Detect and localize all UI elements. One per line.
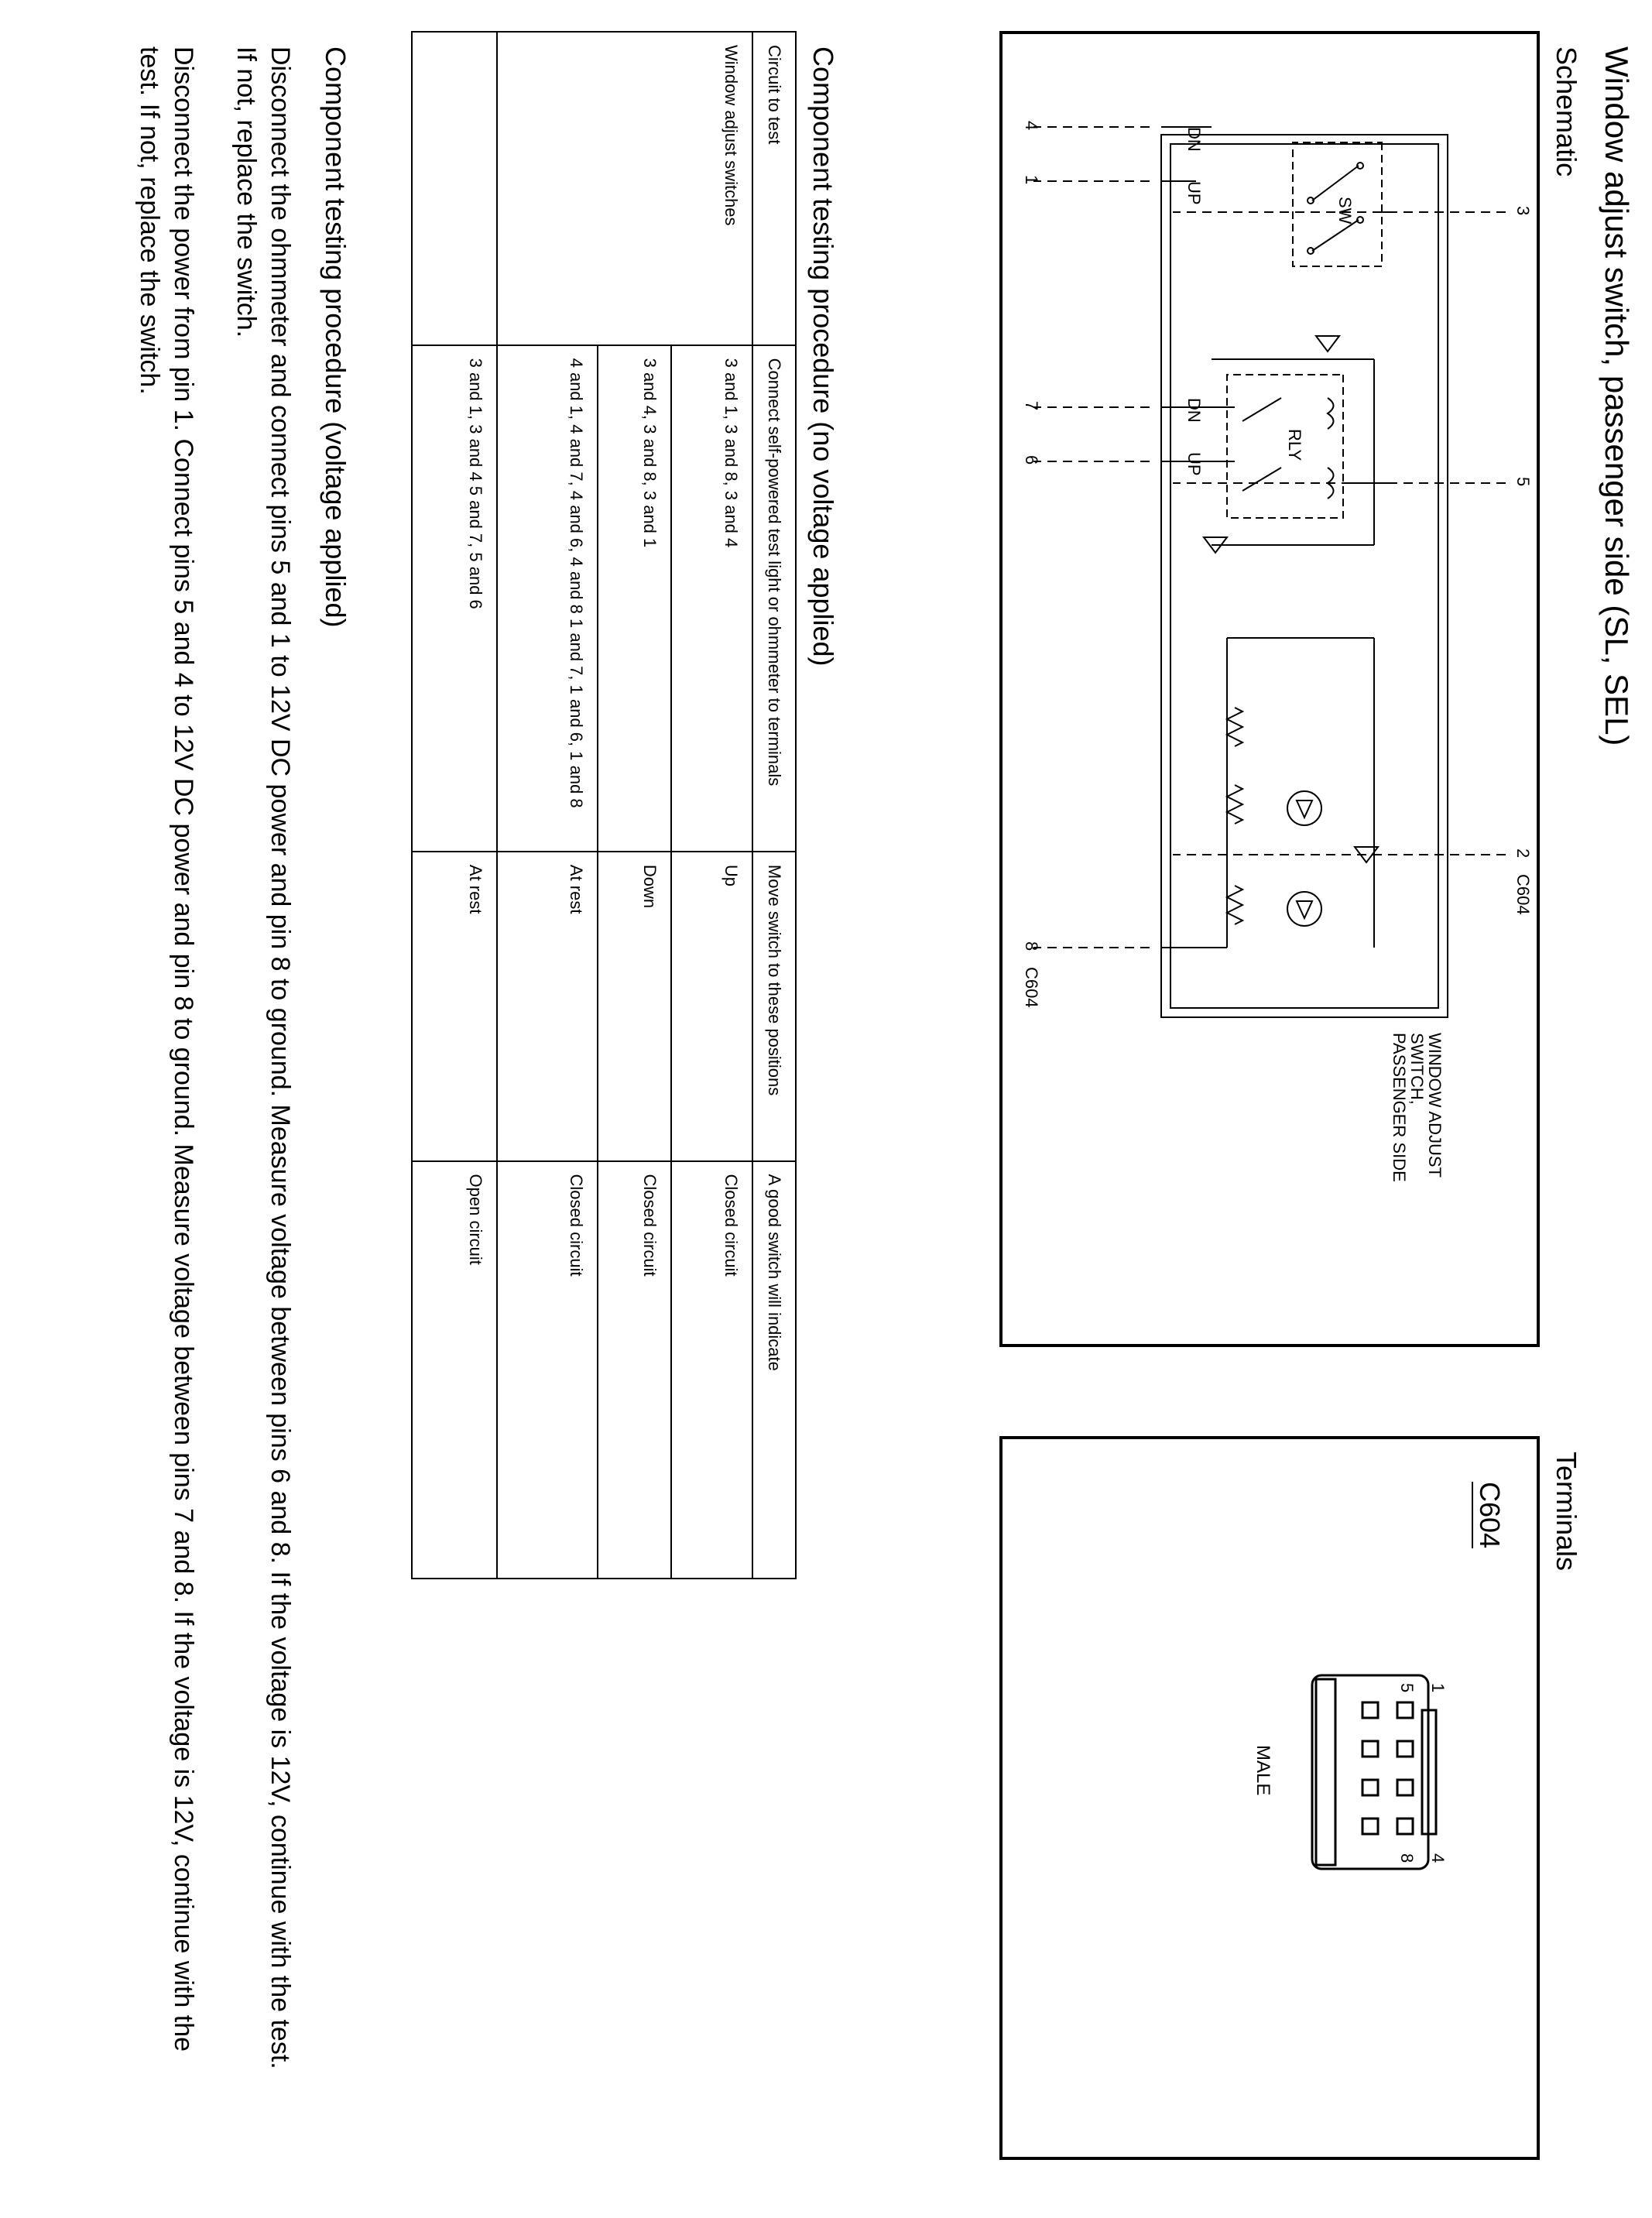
dn-label-relay: DN [1184,398,1204,423]
led-2-symbol [1297,901,1312,918]
cell-position: At rest [412,852,497,1161]
connector-shell [1312,1675,1428,1869]
cell-terminals: 4 and 1, 4 and 7, 4 and 6, 4 and 8 1 and 7, 1 and 6, 1 and 8 [497,345,598,852]
pin-label-1: 1 [1022,175,1041,185]
terminals-frame [999,1436,1540,2160]
pin-label-8: 8 [1022,941,1041,951]
pin-cavity-2 [1397,1741,1413,1757]
cell-terminals: 3 and 1, 3 and 4 5 and 7, 5 and 6 [412,345,497,852]
header-circuit: Circuit to test [752,32,796,345]
table-row [671,32,752,1579]
connector-label-bottom: C604 [1022,967,1041,1008]
relay-label: RLY [1285,429,1304,461]
connector-lock-tab [1316,1679,1335,1865]
cell-result: Closed circuit [598,1161,671,1579]
switch-housing-inner [1170,144,1438,1008]
up-label-relay: UP [1184,452,1204,476]
cell-position: At rest [497,852,598,1161]
switch-label: SW [1335,197,1355,225]
resistor-3 [1227,886,1242,924]
terminal-gender: MALE [1253,1745,1273,1796]
pin-label-3: 3 [1513,206,1533,216]
relay-contact-a [1242,398,1281,421]
pin-cavity-6 [1362,1741,1378,1757]
cell-result: Closed circuit [497,1161,598,1579]
schematic-heading: Schematic [1551,46,1582,177]
led-1 [1287,791,1321,825]
resistor-2 [1227,785,1242,824]
table-header-row [752,32,796,1579]
relay-coil-a [1328,398,1334,429]
cell-terminals: 3 and 1, 3 and 8, 3 and 4 [671,345,752,852]
pin-label-4: 4 [1022,121,1041,131]
terminal-pin-5: 5 [1397,1683,1417,1693]
cell-circuit-empty [412,32,497,345]
schematic-frame [999,31,1540,1347]
terminal-pin-8: 8 [1397,1853,1417,1863]
switch-contact-b [1312,220,1359,251]
procedure-voltage-paragraph-2: Disconnect the power from pin 1. Connect pins 5 and 4 to 12V DC power and pin 8 to ground. Measure voltage between pins 7 and 8. If the voltage is 12V, continue with the test. If not, replace the switch. [134,46,198,2052]
procedure-voltage-paragraph-1: Disconnect the ohmmeter and connect pins 5 and 1 to 12V DC power and pin 8 to ground. Measure voltage between pins 6 and 8. If the voltage is 12V, continue with the test. If not, replace the switch. [231,46,295,2069]
page-title: Window adjust switch, passenger side (SL, SEL) [1599,46,1635,746]
pin-label-6: 6 [1022,455,1041,465]
component-label [1390,1033,1444,1182]
cell-result: Open circuit [412,1161,497,1579]
connector-label-top: C604 [1513,874,1533,915]
procedure-no-voltage-heading: Component testing procedure (no voltage applied) [807,46,839,667]
pin-cavity-3 [1397,1780,1413,1795]
pin-cavity-8 [1362,1819,1378,1834]
diode-1 [1316,336,1339,351]
connector-face-diagram [1003,1439,1537,2159]
component-label-line-1: WINDOW ADJUST [1425,1033,1445,1178]
schematic-diagram [1003,34,1537,1344]
up-label-switch: UP [1184,181,1204,205]
cell-result: Closed circuit [671,1161,752,1579]
pin-cavity-1 [1397,1702,1413,1718]
header-result: A good switch will indicate [752,1161,796,1579]
cell-terminals: 3 and 4, 3 and 8, 3 and 1 [598,345,671,852]
pin-cavity-7 [1362,1780,1378,1795]
cell-position: Up [671,852,752,1161]
resistor-1 [1227,708,1242,746]
relay-contact-b [1242,468,1281,491]
pin-label-7: 7 [1022,401,1041,411]
table-row [412,32,497,1579]
terminal-connector-name: C604 [1472,1482,1506,1548]
procedure-voltage-heading: Component testing procedure (voltage applied) [320,46,351,628]
cell-circuit: Window adjust switches [497,32,752,345]
header-position: Move switch to these positions [752,852,796,1161]
pin-label-2: 2 [1513,848,1533,859]
led-2 [1287,892,1321,926]
pin-cavity-4 [1397,1819,1413,1834]
led-1-symbol [1297,800,1312,818]
pin-cavity-5 [1362,1702,1378,1718]
cell-position: Down [598,852,671,1161]
component-label-line-3: PASSENGER SIDE [1389,1033,1409,1182]
procedure-table [411,31,797,1579]
terminals-heading: Terminals [1551,1452,1582,1572]
component-label-line-2: SWITCH, [1407,1033,1427,1105]
pin-label-5: 5 [1513,477,1533,487]
dn-label-switch: DN [1184,127,1204,152]
switch-contact-a [1312,166,1359,201]
header-terminals: Connect self-powered test light or ohmmeter to terminals [752,345,796,852]
terminal-pin-1: 1 [1428,1683,1448,1693]
terminal-pin-4: 4 [1428,1853,1448,1863]
